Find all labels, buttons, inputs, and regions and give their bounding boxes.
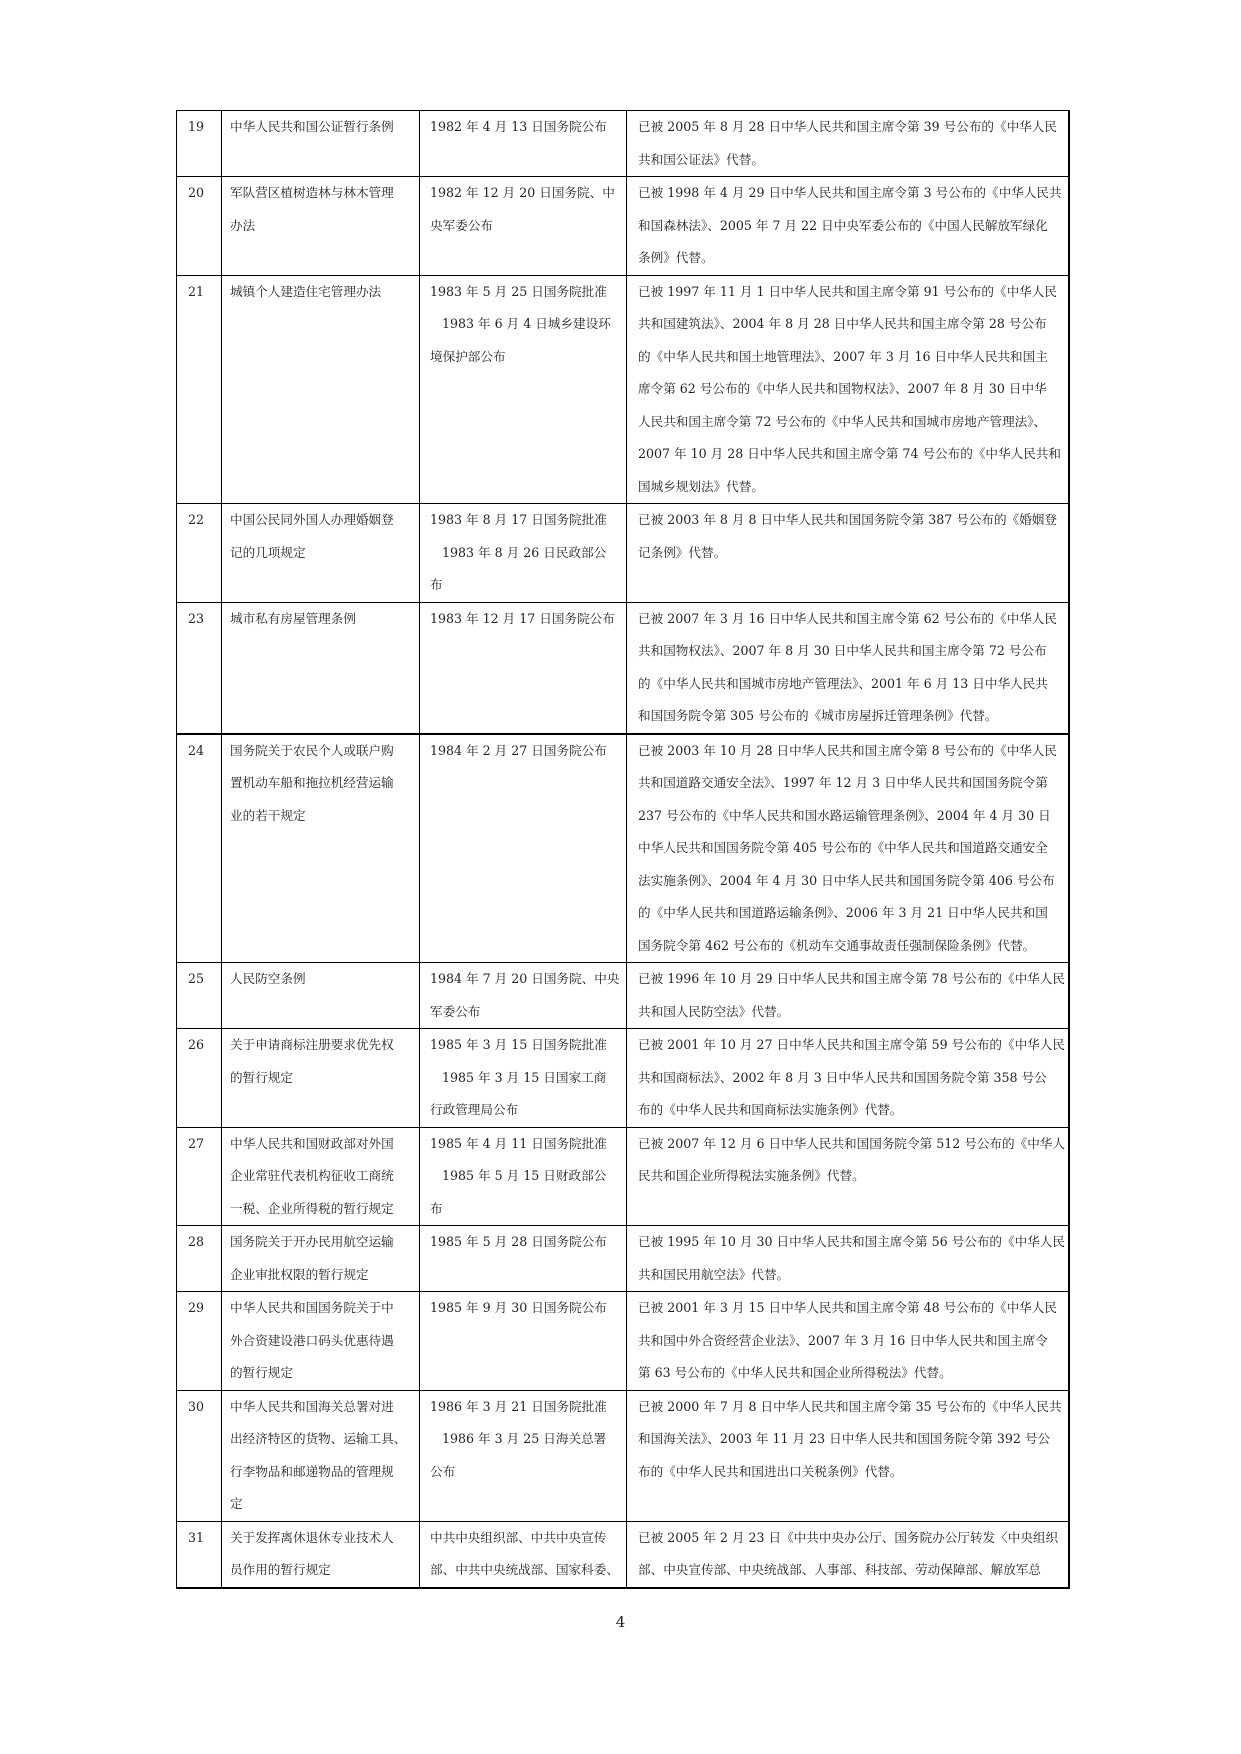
regulation-name-line: 中华人民共和国海关总署对进 <box>230 1398 394 1414</box>
replacement-line: 共和国物权法》、2007 年 8 月 30 日中华人民共和国主席令第 72 号公布 <box>638 643 1047 658</box>
replacement-line: 已被 2007 年 3 月 16 日中华人民共和国主席令第 62 号公布的《中华人民 <box>638 610 1057 626</box>
replacement-line: 已被 2003 年 8 月 8 日中华人民共和国国务院令第 387 号公布的《婚姻登 <box>638 512 1057 527</box>
regulation-name-line: 关于发挥离休退休专业技术人 <box>230 1529 394 1545</box>
replacement-line: 条例》代替。 <box>638 250 714 265</box>
table-row <box>177 602 1069 734</box>
row-number: 31 <box>188 1529 205 1545</box>
replacement-line: 已被 2005 年 2 月 23 日《中共中央办公厅、国务院办公厅转发〈中央组织 <box>638 1529 1059 1545</box>
regulation-name-line: 行李物品和邮递物品的管理规 <box>230 1463 394 1479</box>
regulation-name-line: 员作用的暂行规定 <box>230 1562 331 1577</box>
row-number: 25 <box>188 971 205 986</box>
regulations-table <box>176 110 1070 1589</box>
replacement-cell <box>627 111 1069 177</box>
table-row <box>177 1127 1069 1226</box>
regulation-name-line: 定 <box>230 1496 243 1511</box>
replacement-line: 中华人民共和国国务院令第 405 号公布的《中华人民共和国道路交通安全 <box>638 840 1048 855</box>
regulation-name-line: 置机动车船和拖拉机经营运输 <box>230 775 394 790</box>
row-number: 23 <box>188 610 205 626</box>
regulation-name-line: 一税、企业所得税的暂行规定 <box>230 1200 394 1216</box>
row-number-cell <box>177 1127 222 1226</box>
row-number-cell <box>177 111 222 177</box>
promulgation-line: 1986 年 3 月 21 日国务院批准 <box>430 1398 607 1414</box>
replacement-line: 2007 年 10 月 28 日中华人民共和国主席令第 74 号公布的《中华人民共和 <box>638 446 1061 461</box>
promulgation-cell <box>420 1029 627 1128</box>
replacement-line: 已被 2001 年 3 月 15 日中华人民共和国主席令第 48 号公布的《中华人民 <box>638 1300 1057 1315</box>
promulgation-cell <box>420 1127 627 1226</box>
replacement-cell <box>627 602 1069 734</box>
replacement-cell <box>627 1292 1069 1391</box>
regulation-name-cell <box>222 963 420 1029</box>
promulgation-line: 1983 年 8 月 17 日国务院批准 <box>430 512 607 527</box>
replacement-line: 已被 2001 年 10 月 27 日中华人民共和国主席令第 59 号公布的《中华人民 <box>638 1037 1065 1052</box>
promulgation-cell <box>420 1521 627 1588</box>
promulgation-line: 境保护部公布 <box>430 348 506 364</box>
table-row <box>177 275 1069 504</box>
promulgation-line: 1985 年 5 月 15 日财政部公 <box>442 1168 607 1183</box>
promulgation-line: 1985 年 4 月 11 日国务院批准 <box>430 1135 607 1151</box>
row-number: 19 <box>188 119 205 134</box>
promulgation-line: 1982 年 4 月 13 日国务院公布 <box>430 119 607 134</box>
table-body <box>177 111 1069 1588</box>
replacement-line: 已被 1995 年 10 月 30 日中华人民共和国主席令第 56 号公布的《中华人民 <box>638 1234 1065 1249</box>
promulgation-line: 央军委公布 <box>430 217 493 233</box>
promulgation-line: 1983 年 6 月 4 日城乡建设环 <box>442 316 611 331</box>
replacement-line: 法实施条例》、2004 年 4 月 30 日中华人民共和国国务院令第 406 号公布 <box>638 872 1055 888</box>
regulation-name-line: 国务院关于开办民用航空运输 <box>230 1234 394 1249</box>
row-number-cell <box>177 602 222 734</box>
regulation-name-line: 办法 <box>230 217 256 233</box>
replacement-line: 共和国公证法》代替。 <box>638 151 764 167</box>
promulgation-cell <box>420 734 627 963</box>
replacement-line: 民共和国企业所得税法实施条例》代替。 <box>638 1168 865 1183</box>
replacement-line: 已被 2000 年 7 月 8 日中华人民共和国主席令第 35 号公布的《中华人民共 <box>638 1398 1062 1414</box>
replacement-line: 已被 2003 年 10 月 28 日中华人民共和国主席令第 8 号公布的《中华人民 <box>638 742 1057 758</box>
replacement-line: 和国海关法》、2003 年 11 月 23 日中华人民共和国国务院令第 392 号公 <box>638 1431 1051 1446</box>
promulgation-cell <box>420 275 627 504</box>
replacement-cell <box>627 1029 1069 1128</box>
regulation-name-cell <box>222 504 420 603</box>
promulgation-line: 行政管理局公布 <box>430 1102 519 1117</box>
regulation-name-line: 企业常驻代表机构征收工商统 <box>230 1168 394 1183</box>
promulgation-line: 布 <box>430 577 443 592</box>
promulgation-line: 1985 年 9 月 30 日国务院公布 <box>430 1300 607 1315</box>
row-number-cell <box>177 275 222 504</box>
replacement-line: 已被 1998 年 4 月 29 日中华人民共和国主席令第 3 号公布的《中华人民共 <box>638 185 1062 200</box>
promulgation-line: 布 <box>430 1200 443 1216</box>
table-row <box>177 1226 1069 1292</box>
promulgation-line: 1986 年 3 月 25 日海关总署 <box>442 1431 607 1446</box>
row-number: 24 <box>188 742 205 758</box>
replacement-line: 和国森林法》、2005 年 7 月 22 日中央军委公布的《中国人民解放军绿化 <box>638 217 1048 233</box>
promulgation-line: 1983 年 5 月 25 日国务院批准 <box>430 283 607 299</box>
promulgation-line: 1984 年 2 月 27 日国务院公布 <box>430 742 607 758</box>
regulation-name-cell <box>222 1390 420 1521</box>
regulation-name-line: 中华人民共和国财政部对外国 <box>230 1135 394 1151</box>
promulgation-line: 1985 年 3 月 15 日国家工商 <box>442 1069 607 1085</box>
replacement-line: 共和国人民防空法》代替。 <box>638 1003 790 1019</box>
regulation-name-cell <box>222 734 420 963</box>
replacement-cell <box>627 177 1069 276</box>
row-number: 26 <box>188 1037 205 1052</box>
replacement-cell <box>627 1390 1069 1521</box>
regulation-name-line: 城市私有房屋管理条例 <box>230 610 356 626</box>
promulgation-line: 1985 年 5 月 28 日国务院公布 <box>430 1234 607 1249</box>
regulation-name-cell <box>222 602 420 734</box>
regulation-name-cell <box>222 1521 420 1588</box>
table-row <box>177 1390 1069 1521</box>
replacement-line: 共和国中外合资经营企业法》、2007 年 3 月 16 日中华人民共和国主席令 <box>638 1332 1048 1348</box>
replacement-line: 布的《中华人民共和国进出口关税条例》代替。 <box>638 1463 903 1479</box>
regulation-name-line: 中国公民同外国人办理婚姻登 <box>230 512 394 527</box>
regulation-name-line: 记的几项规定 <box>230 544 306 560</box>
replacement-line: 共和国道路交通安全法》、1997 年 12 月 3 日中华人民共和国国务院令第 <box>638 775 1048 790</box>
regulation-name-cell <box>222 1127 420 1226</box>
table-row <box>177 504 1069 603</box>
promulgation-line: 1984 年 7 月 20 日国务院、中央 <box>430 971 620 986</box>
replacement-cell <box>627 734 1069 963</box>
replacement-line: 的《中华人民共和国土地管理法》、2007 年 3 月 16 日中华人民共和国主 <box>638 348 1048 364</box>
replacement-line: 共和国商标法》、2002 年 8 月 3 日中华人民共和国国务院令第 358 号公 <box>638 1069 1047 1085</box>
replacement-line: 第 63 号公布的《中华人民共和国企业所得税法》代替。 <box>638 1365 952 1380</box>
promulgation-line: 1983 年 8 月 26 日民政部公 <box>442 544 607 560</box>
replacement-line: 已被 2005 年 8 月 28 日中华人民共和国主席令第 39 号公布的《中华人民 <box>638 119 1057 134</box>
replacement-line: 国务院令第 462 号公布的《机动车交通事故责任强制保险条例》代替。 <box>638 937 1036 953</box>
row-number-cell <box>177 1521 222 1588</box>
table-row <box>177 177 1069 276</box>
regulation-name-line: 人民防空条例 <box>230 971 306 986</box>
replacement-cell <box>627 1127 1069 1226</box>
regulation-name-line: 外合资建设港口码头优惠待遇 <box>230 1332 394 1348</box>
regulation-name-line: 国务院关于农民个人或联户购 <box>230 742 394 758</box>
promulgation-line: 部、中共中央统战部、国家科委、 <box>430 1562 619 1577</box>
replacement-line: 部、中央宣传部、中央统战部、人事部、科技部、劳动保障部、解放军总 <box>638 1562 1041 1577</box>
replacement-line: 布的《中华人民共和国商标法实施条例》代替。 <box>638 1102 903 1117</box>
table-row <box>177 111 1069 177</box>
regulation-name-line: 军队营区植树造林与林木管理 <box>230 185 394 200</box>
row-number: 29 <box>188 1300 205 1315</box>
row-number-cell <box>177 963 222 1029</box>
replacement-cell <box>627 1521 1069 1588</box>
replacement-cell <box>627 275 1069 504</box>
promulgation-line: 1983 年 12 月 17 日国务院公布 <box>430 610 615 626</box>
regulation-name-cell <box>222 275 420 504</box>
row-number-cell <box>177 1390 222 1521</box>
regulation-name-line: 出经济特区的货物、运输工具、 <box>230 1431 407 1446</box>
replacement-line: 人民共和国主席令第 72 号公布的《中华人民共和国城市房地产管理法》、 <box>638 413 1047 429</box>
regulation-name-cell <box>222 1029 420 1128</box>
regulation-name-line: 中华人民共和国公证暂行条例 <box>230 119 394 134</box>
row-number: 22 <box>188 512 205 527</box>
page-number: 4 <box>615 1613 626 1631</box>
replacement-line: 国城乡规划法》代替。 <box>638 478 764 494</box>
regulation-name-line: 业的若干规定 <box>230 807 306 823</box>
row-number-cell <box>177 1226 222 1292</box>
replacement-line: 共和国建筑法》、2004 年 8 月 28 日中华人民共和国主席令第 28 号公布 <box>638 316 1047 331</box>
replacement-cell <box>627 504 1069 603</box>
regulation-name-cell <box>222 111 420 177</box>
promulgation-line: 中共中央组织部、中共中央宣传 <box>430 1529 607 1545</box>
replacement-line: 和国国务院令第 305 号公布的《城市房屋拆迁管理条例》代替。 <box>638 708 998 723</box>
replacement-line: 共和国民用航空法》代替。 <box>638 1266 790 1282</box>
regulation-name-cell <box>222 177 420 276</box>
promulgation-cell <box>420 177 627 276</box>
row-number: 28 <box>188 1234 205 1249</box>
row-number: 20 <box>188 185 205 200</box>
row-number-cell <box>177 734 222 963</box>
table-row <box>177 1029 1069 1128</box>
promulgation-line: 公布 <box>430 1463 456 1479</box>
regulation-name-cell <box>222 1226 420 1292</box>
promulgation-cell <box>420 1292 627 1391</box>
replacement-line: 已被 2007 年 12 月 6 日中华人民共和国国务院令第 512 号公布的《中华人 <box>638 1135 1065 1151</box>
row-number: 21 <box>188 283 205 299</box>
row-number-cell <box>177 1292 222 1391</box>
table-row <box>177 1521 1069 1588</box>
replacement-line: 已被 1996 年 10 月 29 日中华人民共和国主席令第 78 号公布的《中华人民 <box>638 971 1065 986</box>
promulgation-cell <box>420 963 627 1029</box>
row-number-cell <box>177 1029 222 1128</box>
replacement-line: 记条例》代替。 <box>638 544 727 560</box>
regulation-name-line: 企业审批权限的暂行规定 <box>230 1266 369 1282</box>
row-number-cell <box>177 177 222 276</box>
row-number: 30 <box>188 1398 205 1414</box>
regulation-name-line: 的暂行规定 <box>230 1365 293 1380</box>
table-row <box>177 1292 1069 1391</box>
promulgation-line: 1985 年 3 月 15 日国务院批准 <box>430 1037 607 1052</box>
regulation-name-line: 的暂行规定 <box>230 1069 293 1085</box>
replacement-line: 的《中华人民共和国道路运输条例》、2006 年 3 月 21 日中华人民共和国 <box>638 905 1048 920</box>
regulation-name-line: 中华人民共和国国务院关于中 <box>230 1300 394 1315</box>
replacement-cell <box>627 1226 1069 1292</box>
replacement-line: 席令第 62 号公布的《中华人民共和国物权法》、2007 年 8 月 30 日中华 <box>638 381 1047 396</box>
row-number: 27 <box>188 1135 205 1151</box>
row-number-cell <box>177 504 222 603</box>
regulation-name-line: 城镇个人建造住宅管理办法 <box>230 283 382 299</box>
promulgation-cell <box>420 111 627 177</box>
table-row <box>177 963 1069 1029</box>
promulgation-cell <box>420 602 627 734</box>
regulation-name-line: 关于申请商标注册要求优先权 <box>230 1037 394 1052</box>
promulgation-cell <box>420 1226 627 1292</box>
regulation-name-cell <box>222 1292 420 1391</box>
replacement-line: 237 号公布的《中华人民共和国水路运输管理条例》、2004 年 4 月 30 日 <box>638 807 1051 823</box>
promulgation-line: 军委公布 <box>430 1003 481 1019</box>
replacement-line: 的《中华人民共和国城市房地产管理法》、2001 年 6 月 13 日中华人民共 <box>638 675 1048 691</box>
replacement-cell <box>627 963 1069 1029</box>
table-row <box>177 734 1069 963</box>
replacement-line: 已被 1997 年 11 月 1 日中华人民共和国主席令第 91 号公布的《中华人民 <box>638 283 1057 299</box>
promulgation-cell <box>420 1390 627 1521</box>
promulgation-line: 1982 年 12 月 20 日国务院、中 <box>430 185 615 200</box>
promulgation-cell <box>420 504 627 603</box>
